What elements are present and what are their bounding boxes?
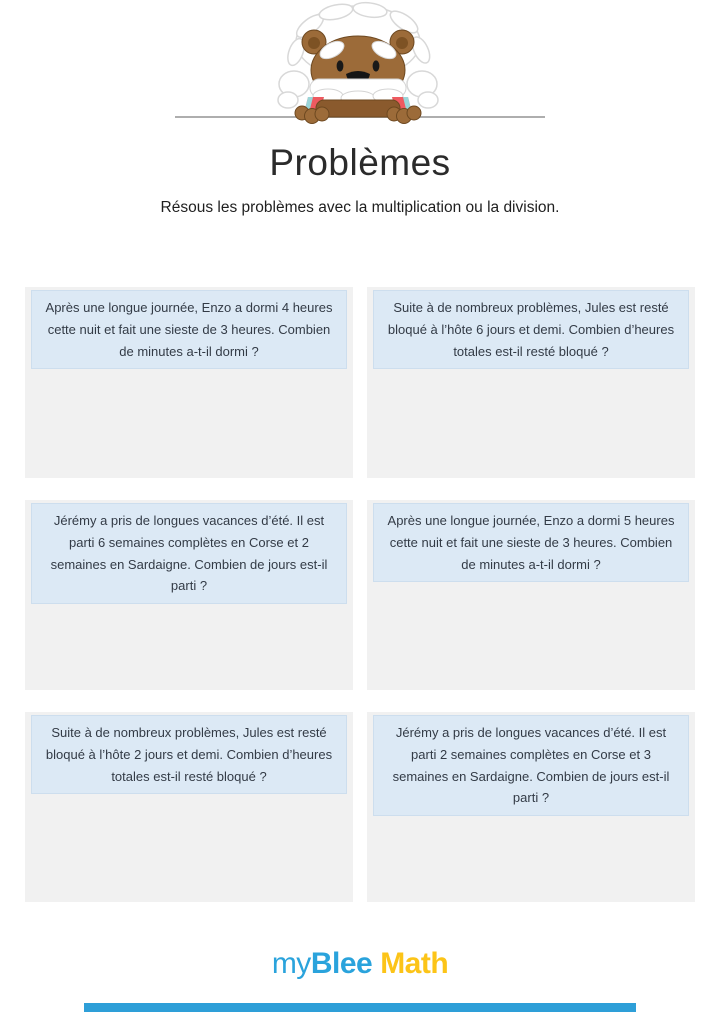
problem-statement-3: Jérémy a pris de longues vacances d’été. Il est parti 6 semaines complètes en Corse et 2 semaines en Sardaigne. Combien de jours est-il parti ? <box>31 503 347 604</box>
logo-my: my <box>271 947 311 980</box>
einstein-bear-mascot-icon <box>258 0 458 130</box>
problem-cell-1 <box>25 287 353 478</box>
answer-space-5[interactable] <box>25 794 353 902</box>
problem-statement-4: Après une longue journée, Enzo a dormi 5 heures cette nuit et fait une sieste de 3 heures. Combien de minutes a-t-il dormi ? <box>373 503 689 582</box>
problem-cell-3 <box>25 500 353 690</box>
answer-space-6[interactable] <box>367 816 695 902</box>
problem-cell-5 <box>25 712 353 902</box>
problem-cell-4 <box>367 500 695 690</box>
logo-blee: Blee <box>310 947 373 980</box>
answer-space-2[interactable] <box>367 369 695 478</box>
footer-blue-bar <box>84 1003 636 1012</box>
problems-grid <box>25 287 695 902</box>
myblee-math-logo <box>0 947 720 981</box>
answer-space-1[interactable] <box>25 369 353 478</box>
problem-statement-5: Suite à de nombreux problèmes, Jules est resté bloqué à l’hôte 2 jours et demi. Combien d’heures totales est-il resté bloqué ? <box>31 715 347 794</box>
answer-space-4[interactable] <box>367 582 695 690</box>
page-subtitle: Résous les problèmes avec la multiplication ou la division. <box>160 199 560 216</box>
logo-math: Math <box>380 947 449 980</box>
problem-statement-6: Jérémy a pris de longues vacances d’été. Il est parti 2 semaines complètes en Corse et 3 semaines en Sardaigne. Combien de jours est-il parti ? <box>373 715 689 816</box>
problem-cell-2 <box>367 287 695 478</box>
problem-statement-1: Après une longue journée, Enzo a dormi 4 heures cette nuit et fait une sieste de 3 heures. Combien de minutes a-t-il dormi ? <box>31 290 347 369</box>
page-title: Problèmes <box>269 142 451 183</box>
problem-statement-2: Suite à de nombreux problèmes, Jules est resté bloqué à l’hôte 6 jours et demi. Combien d’heures totales est-il resté bloqué ? <box>373 290 689 369</box>
problem-cell-6 <box>367 712 695 902</box>
answer-space-3[interactable] <box>25 604 353 690</box>
